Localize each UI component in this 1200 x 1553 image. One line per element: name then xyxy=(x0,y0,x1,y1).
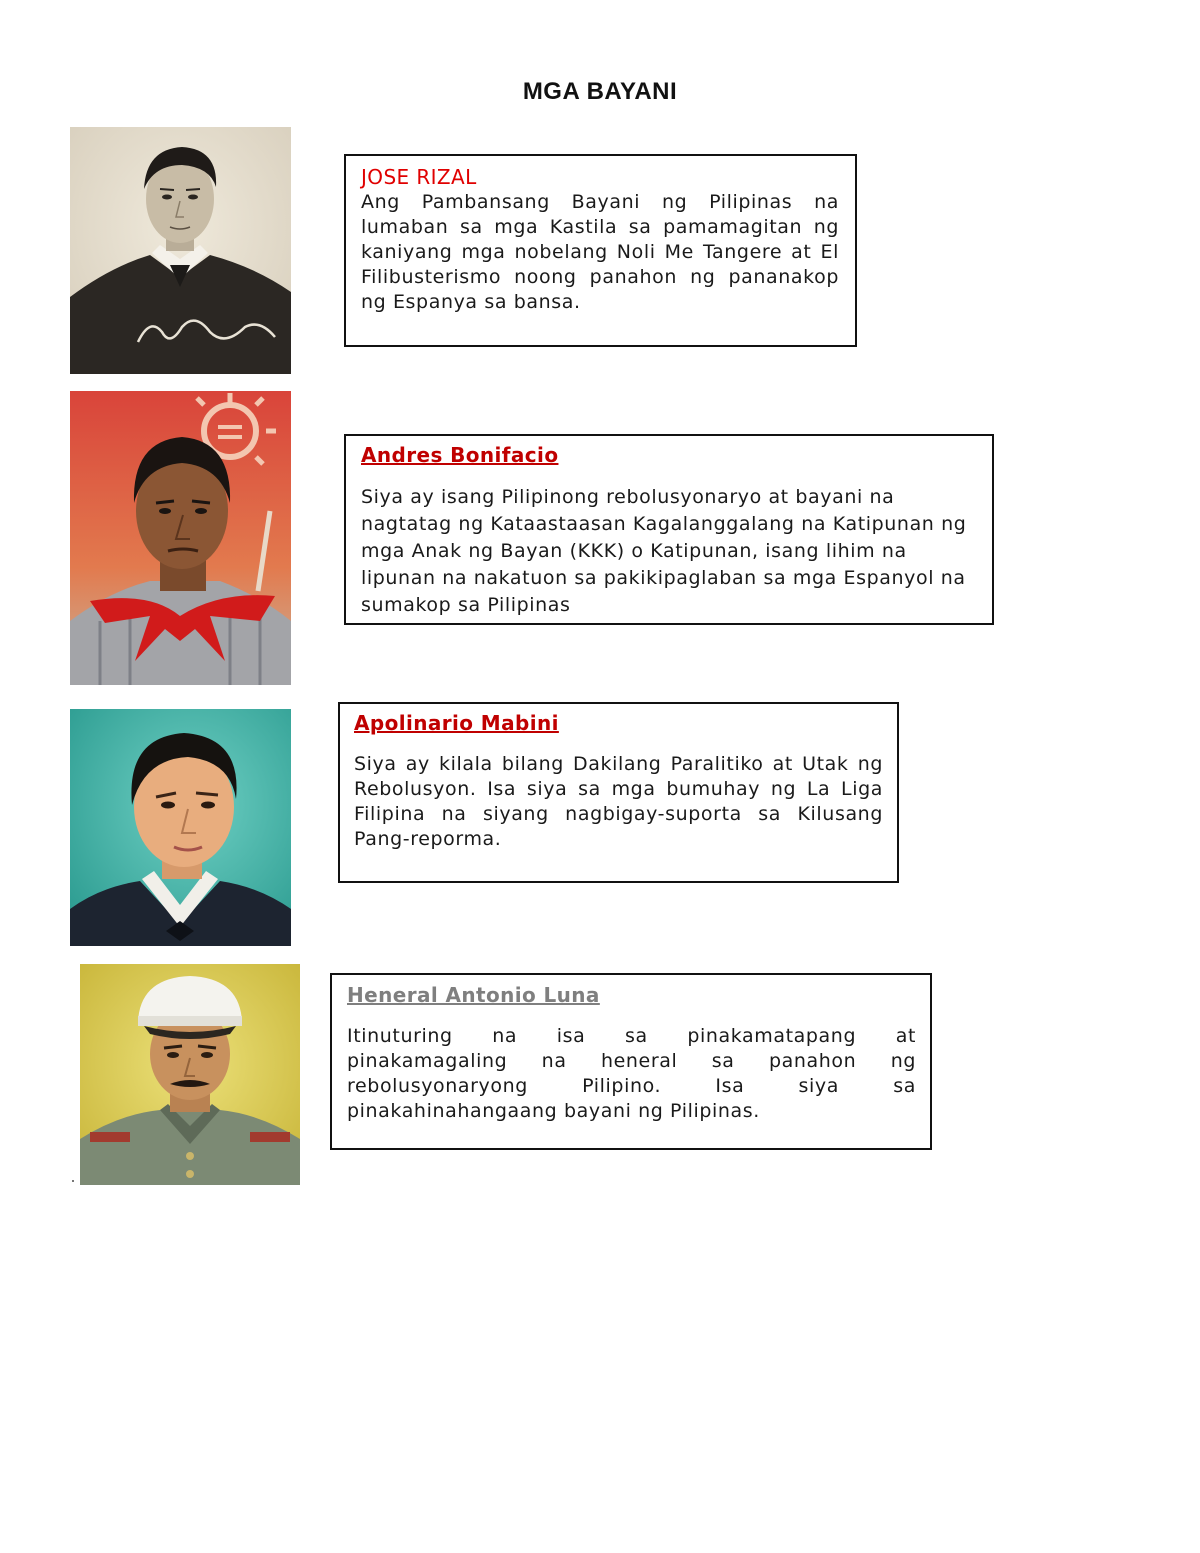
antonio-luna-portrait xyxy=(80,964,300,1185)
hero-card-antonio-luna xyxy=(330,973,932,1150)
hero-description: Siya ay kilala bilang Dakilang Paralitiko at Utak ng Rebolusyon. Isa siya sa mga bumuhay ng La Liga Filipina na siyang nagbigay-suporta sa Kilusang Pang-reporma. xyxy=(354,753,883,850)
hero-description: Siya ay isang Pilipinong rebolusyonaryo at bayani na nagtatag ng Kataastaasan Kagalanggalang na Katipunan ng mga Anak ng Bayan (KKK) o Katipunan, isang lihim na lipunan na nakatuon sa pakikipaglaban sa mga Espanyol na sumakop sa Pilipinas xyxy=(361,486,967,616)
hero-name: Andres Bonifacio xyxy=(361,443,559,467)
andres-bonifacio-portrait xyxy=(70,391,291,685)
hero-card-apolinario-mabini xyxy=(338,702,899,883)
hero-description: Itinuturing na isa sa pinakamatapang at pinakamagaling na heneral sa panahon ng rebolusyonaryong Pilipino. Isa siya sa pinakahinahangaang bayani ng Pilipinas. xyxy=(347,1025,916,1122)
hero-card-andres-bonifacio xyxy=(344,434,994,625)
hero-card-jose-rizal xyxy=(344,154,857,347)
hero-name: Apolinario Mabini xyxy=(354,711,559,735)
hero-name: JOSE RIZAL xyxy=(361,165,477,189)
apolinario-mabini-portrait xyxy=(70,709,291,946)
jose-rizal-portrait xyxy=(70,127,291,374)
hero-description: Ang Pambansang Bayani ng Pilipinas na lumaban sa mga Kastila sa pamamagitan ng kaniyang mga nobelang Noli Me Tangere at El Filibusterismo noong panahon ng pananakop ng Espanya sa bansa. xyxy=(361,191,839,313)
hero-name: Heneral Antonio Luna xyxy=(347,983,600,1007)
page-title: MGA BAYANI xyxy=(522,78,678,105)
stray-dot xyxy=(72,1180,74,1182)
